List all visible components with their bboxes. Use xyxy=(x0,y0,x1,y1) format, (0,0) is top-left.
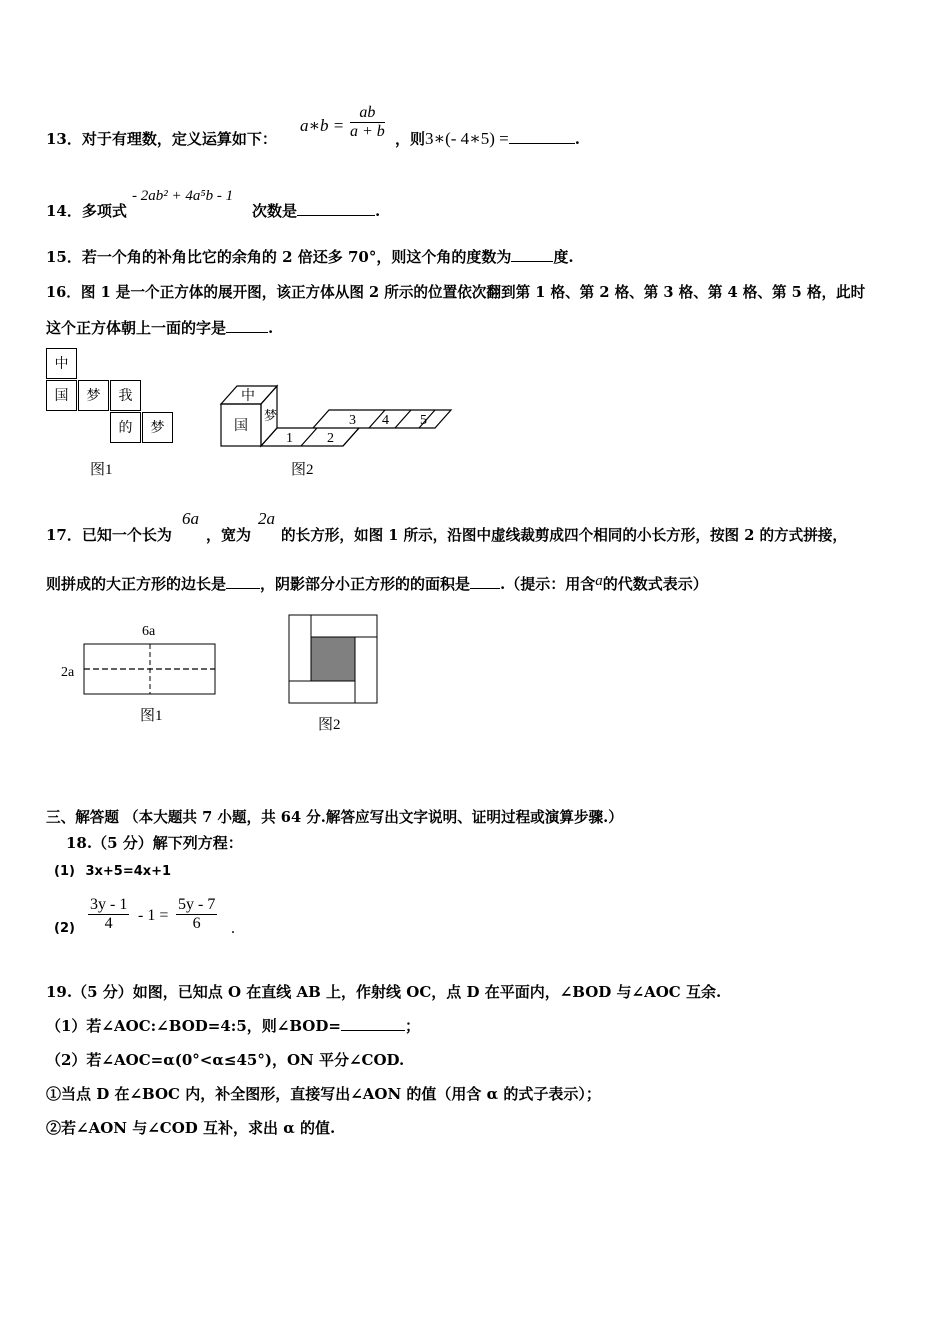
q13-end: . xyxy=(574,130,580,148)
q14-prefix: 14．多项式 xyxy=(46,202,127,220)
q17-line2d: 的代数式表示） xyxy=(602,575,708,593)
q18-f2-num: 5y - 7 xyxy=(178,896,216,913)
fig1-length-label: 6a xyxy=(142,624,156,639)
grid-num-1: 1 xyxy=(286,431,293,446)
q16-line2-text: 这个正方体朝上一面的字是 xyxy=(46,319,227,337)
q18-fraction-1 xyxy=(88,896,129,933)
q18-mid: - 1 = xyxy=(138,907,169,924)
q18-p1-equation: 3x+5=4x+1 xyxy=(85,864,172,879)
cube-side-label: 梦 xyxy=(264,408,278,423)
question-19-line3: （2）若∠AOC=α(0°<α≤45°)，ON 平分∠COD. xyxy=(46,1051,405,1069)
question-13 xyxy=(46,128,277,149)
grid-line-2 xyxy=(343,428,359,446)
q17-answer-blank-2[interactable] xyxy=(470,574,500,589)
question-19-line4: ①当点 D 在∠BOC 内，补全图形，直接写出∠AON 的值（用含 α 的式子表示）； xyxy=(46,1085,601,1103)
q15-answer-blank[interactable] xyxy=(511,247,553,262)
question-16-line1: 16．图 1 是一个正方体的展开图，该正方体从图 2 所示的位置依次翻到第 1 格、第 2 格、第 3 格、第 4 格、第 5 格，此时 xyxy=(46,284,866,301)
q18-fraction-2 xyxy=(176,896,217,933)
q14-tail xyxy=(252,200,380,221)
question-19-line1: 19.（5 分）如图，已知点 O 在直线 AB 上，作射线 OC，点 D 在平面内，∠BOD 与∠AOC 互余. xyxy=(46,983,722,1001)
q16-figure-2 xyxy=(215,380,460,452)
q17-length: 6a xyxy=(182,509,199,528)
section-3-heading: 三、解答题 （本大题共 7 小题，共 64 分.解答应写出文字说明、证明过程或演算步骤.） xyxy=(46,809,623,826)
q13-frac-num: ab xyxy=(350,104,385,123)
fig1-caption: 图1 xyxy=(140,708,163,724)
q16-fig1-caption: 图1 xyxy=(90,462,113,478)
grid-num-4: 4 xyxy=(382,413,389,428)
q18-end: . xyxy=(231,920,235,937)
q17-line2b: ，阴影部分小正方形的的面积是 xyxy=(260,575,471,593)
q17-part1: 17．已知一个长为 xyxy=(46,526,172,544)
q17-part3: 的长方形，如图 1 所示，沿图中虚线裁剪成四个相同的小长方形，按图 2 的方式拼接， xyxy=(281,527,848,544)
cube-front-label: 国 xyxy=(234,419,248,434)
q19-line2a: （1）若∠AOC:∠BOD=4:5，则∠BOD= xyxy=(46,1017,341,1035)
q17-width: 2a xyxy=(258,509,275,528)
q19-answer-blank[interactable] xyxy=(341,1016,405,1031)
q17-part3-wrap xyxy=(281,524,847,545)
fig2-caption: 图2 xyxy=(318,717,341,733)
q15-suffix: 度. xyxy=(553,248,574,266)
net-cell-de: 的 xyxy=(110,412,141,443)
q16-answer-blank[interactable] xyxy=(226,318,268,333)
net-cell-wo: 我 xyxy=(110,380,141,411)
q14-answer-blank[interactable] xyxy=(297,201,375,216)
question-19-line2 xyxy=(46,1015,420,1036)
grid-num-2: 2 xyxy=(327,431,334,446)
q16-fig2-caption: 图2 xyxy=(291,462,314,478)
q19-line2b: ； xyxy=(404,1017,420,1035)
question-17-line2 xyxy=(46,573,708,594)
q13-frac-den: a + b xyxy=(350,123,385,140)
q14-polynomial: - 2ab² + 4a⁵b - 1 xyxy=(132,188,234,204)
q17-answer-blank-1[interactable] xyxy=(226,574,260,589)
grid-line-5 xyxy=(395,410,411,428)
q13-prefix: 13．对于有理数，定义运算如下： xyxy=(46,130,277,148)
q17-part2: ，宽为 xyxy=(206,526,252,544)
question-17-line1 xyxy=(46,524,172,545)
grid-num-3: 3 xyxy=(349,413,356,428)
fig1-width-label: 2a xyxy=(61,665,75,680)
question-16-line2 xyxy=(46,317,273,338)
q14-end: . xyxy=(375,202,381,220)
q13-expr: 3∗(- 4∗5) = xyxy=(425,129,509,148)
q14-suffix: 次数是 xyxy=(252,202,298,220)
q18-part1 xyxy=(54,864,171,879)
q13-fraction xyxy=(350,104,385,141)
q18-f1-num: 3y - 1 xyxy=(90,896,128,913)
q17-part2-wrap xyxy=(206,524,251,545)
q17-line2c: .（提示：用含 xyxy=(500,575,596,593)
q15-text: 15．若一个角的补角比它的余角的 2 倍还多 70°，则这个角的度数为 xyxy=(46,248,512,266)
shaded-square xyxy=(311,637,355,681)
rect-top xyxy=(311,615,377,637)
q13-lhs: a∗b = xyxy=(300,116,345,135)
q18-p2-label: (2) xyxy=(54,921,75,936)
q16-end: . xyxy=(268,319,274,337)
rect-left xyxy=(289,615,311,681)
q13-mid: ，则 xyxy=(395,130,426,148)
q18-p1-label: (1) xyxy=(54,864,75,879)
rect-right xyxy=(355,637,377,703)
question-18-title: 18.（5 分）解下列方程： xyxy=(66,834,243,852)
rect-bottom xyxy=(289,681,355,703)
q17-figure-1 xyxy=(58,618,223,728)
q18-f1-den: 4 xyxy=(104,915,113,932)
net-cell-guo: 国 xyxy=(46,380,77,411)
q17-figure-2 xyxy=(286,612,381,737)
q17-line2a: 则拼成的大正方形的边长是 xyxy=(46,575,227,593)
q17-alpha: a xyxy=(595,573,603,589)
q18-f2-den: 6 xyxy=(192,915,201,932)
q13-answer-blank[interactable] xyxy=(509,129,575,144)
net-cell-meng: 梦 xyxy=(78,380,109,411)
net-cell-meng-2: 梦 xyxy=(142,412,173,443)
grid-line-1 xyxy=(301,428,317,446)
question-19-line5: ②若∠AON 与∠COD 互补，求出 α 的值. xyxy=(46,1119,336,1137)
net-cell-zhong: 中 xyxy=(46,348,77,379)
cube-top-label: 中 xyxy=(241,389,255,404)
question-15 xyxy=(46,246,574,267)
q13-tail xyxy=(395,128,580,149)
question-14 xyxy=(46,200,127,221)
grid-num-5: 5 xyxy=(420,413,427,428)
